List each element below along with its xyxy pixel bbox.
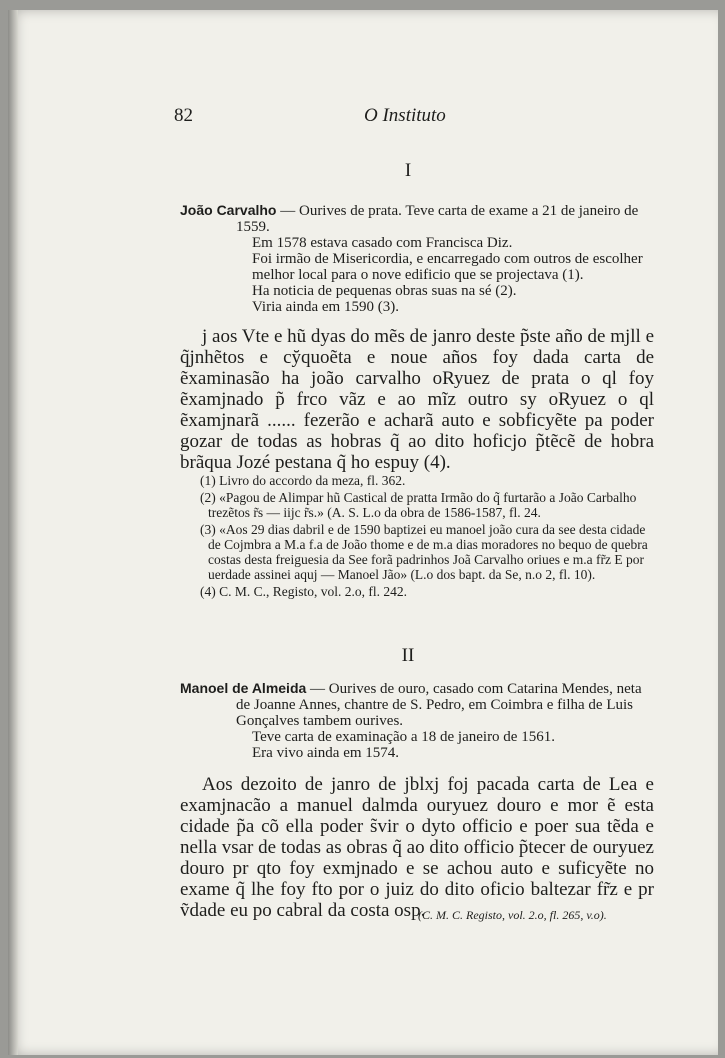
entry-line: Em 1578 estava casado com Francisca Diz. xyxy=(252,235,513,251)
footnote: (2) «Pagou de Alimpar hũ Castical de pratta Irmão do q̃ furtarão a João Carbalho trezẽtos r̃s — iijc r̃s.» (A. S. L.o da obra de 1586-1587, fl. 24. xyxy=(200,490,637,520)
document-text: Aos dezoito de janro de jblxj foj pacada carta de Lea e examjnacão a manuel dalmda ouryuez douro e mor ẽ esta cidade p̃a cõ ella poder s̃vir o dyto officio e poer sua tẽda e nella vsar de todas as obras q̃ ao dito officio p̃tecer de ouryuez douro pr qto foy exmjnado e se achou auto e suficyẽte no exame q̃ lhe foy fto por o juiz do dito oficio baltezar fr̃z e pr ṽdade eu po cabral da costa osp. xyxy=(180,774,654,921)
book-page xyxy=(8,10,718,1055)
entry-lead-text: — Ourives de ouro, casado com Catarina Mendes, neta de Joanne Annes, chantre de S. Pedro, em Coimbra e filha de Luis Gonçalves tambem ourives. xyxy=(236,681,642,729)
section-numeral-2: II xyxy=(401,645,415,666)
entry-lead xyxy=(180,680,654,729)
entry-lead-text: — Ourives de prata. Teve carta de exame a 21 de janeiro de 1559. xyxy=(236,203,639,235)
footnote: (4) C. M. C., Registo, vol. 2.o, fl. 242. xyxy=(200,584,408,599)
entry-line: Viria ainda em 1590 (3). xyxy=(252,299,399,315)
person-name: João Carvalho xyxy=(180,202,277,218)
page-header xyxy=(174,105,628,129)
entry-line: Ha noticia de pequenas obras suas na sé (2). xyxy=(252,283,517,299)
entry-lead xyxy=(180,202,654,235)
entry-line: Era vivo ainda em 1574. xyxy=(252,745,400,761)
person-name: Manoel de Almeida xyxy=(180,680,307,696)
running-title: O Instituto xyxy=(364,105,446,126)
entry-manoel-de-almeida xyxy=(180,680,654,761)
section-numeral-1: I xyxy=(404,160,412,181)
transcribed-document-1 xyxy=(180,326,654,473)
footnote: (1) Livro do accordo da meza, fl. 362. xyxy=(200,473,406,488)
footnote: (3) «Aos 29 dias dabril e de 1590 baptizei eu manoel joão cura da see desta cidade de Cojmbra a M.a f.a de João thome e de m.a dias moradores no bequo de quebra costas desta freiguesia da See forã padrinhos Joã Carvalho oriues e m.a fr̃z E por uerdade assinei aquj — Manoel Jão» (L.o dos bapt. da Se, n.o 2, fl. 10). xyxy=(200,522,648,582)
document-text: j aos Vte e hũ dyas do mẽs de janro deste p̃ste año de mjll e q̃jnhẽtos e cy̆quoẽta e noue años foy dada carta de ẽxaminasão ha joão carvalho oRyuez de prata o ql foy ẽxamjnado p̃ frco vãz e ao mĩz outro sy oRyuez o ql ẽxamjnarã ...... fezerão e acharã auto e sobficyẽte pa poder gozar de todas as hobras q̃ ao dito hoficjo p̃tẽcẽ de hobra brãqua Jozé pestana q̃ ho espuy (4). xyxy=(180,326,654,473)
page-number: 82 xyxy=(174,105,193,126)
footnotes xyxy=(180,473,654,601)
source-citation: (C. M. C. Registo, vol. 2.o, fl. 265, v.o). xyxy=(418,908,607,922)
entry-joao-carvalho xyxy=(180,202,654,315)
transcribed-document-2 xyxy=(180,774,654,921)
entry-line: Teve carta de examinação a 18 de janeiro de 1561. xyxy=(252,729,555,745)
entry-line: Foi irmão de Misericordia, e encarregado com outros de escolher melhor local para o nove edificio que se projectava (1). xyxy=(252,251,643,283)
